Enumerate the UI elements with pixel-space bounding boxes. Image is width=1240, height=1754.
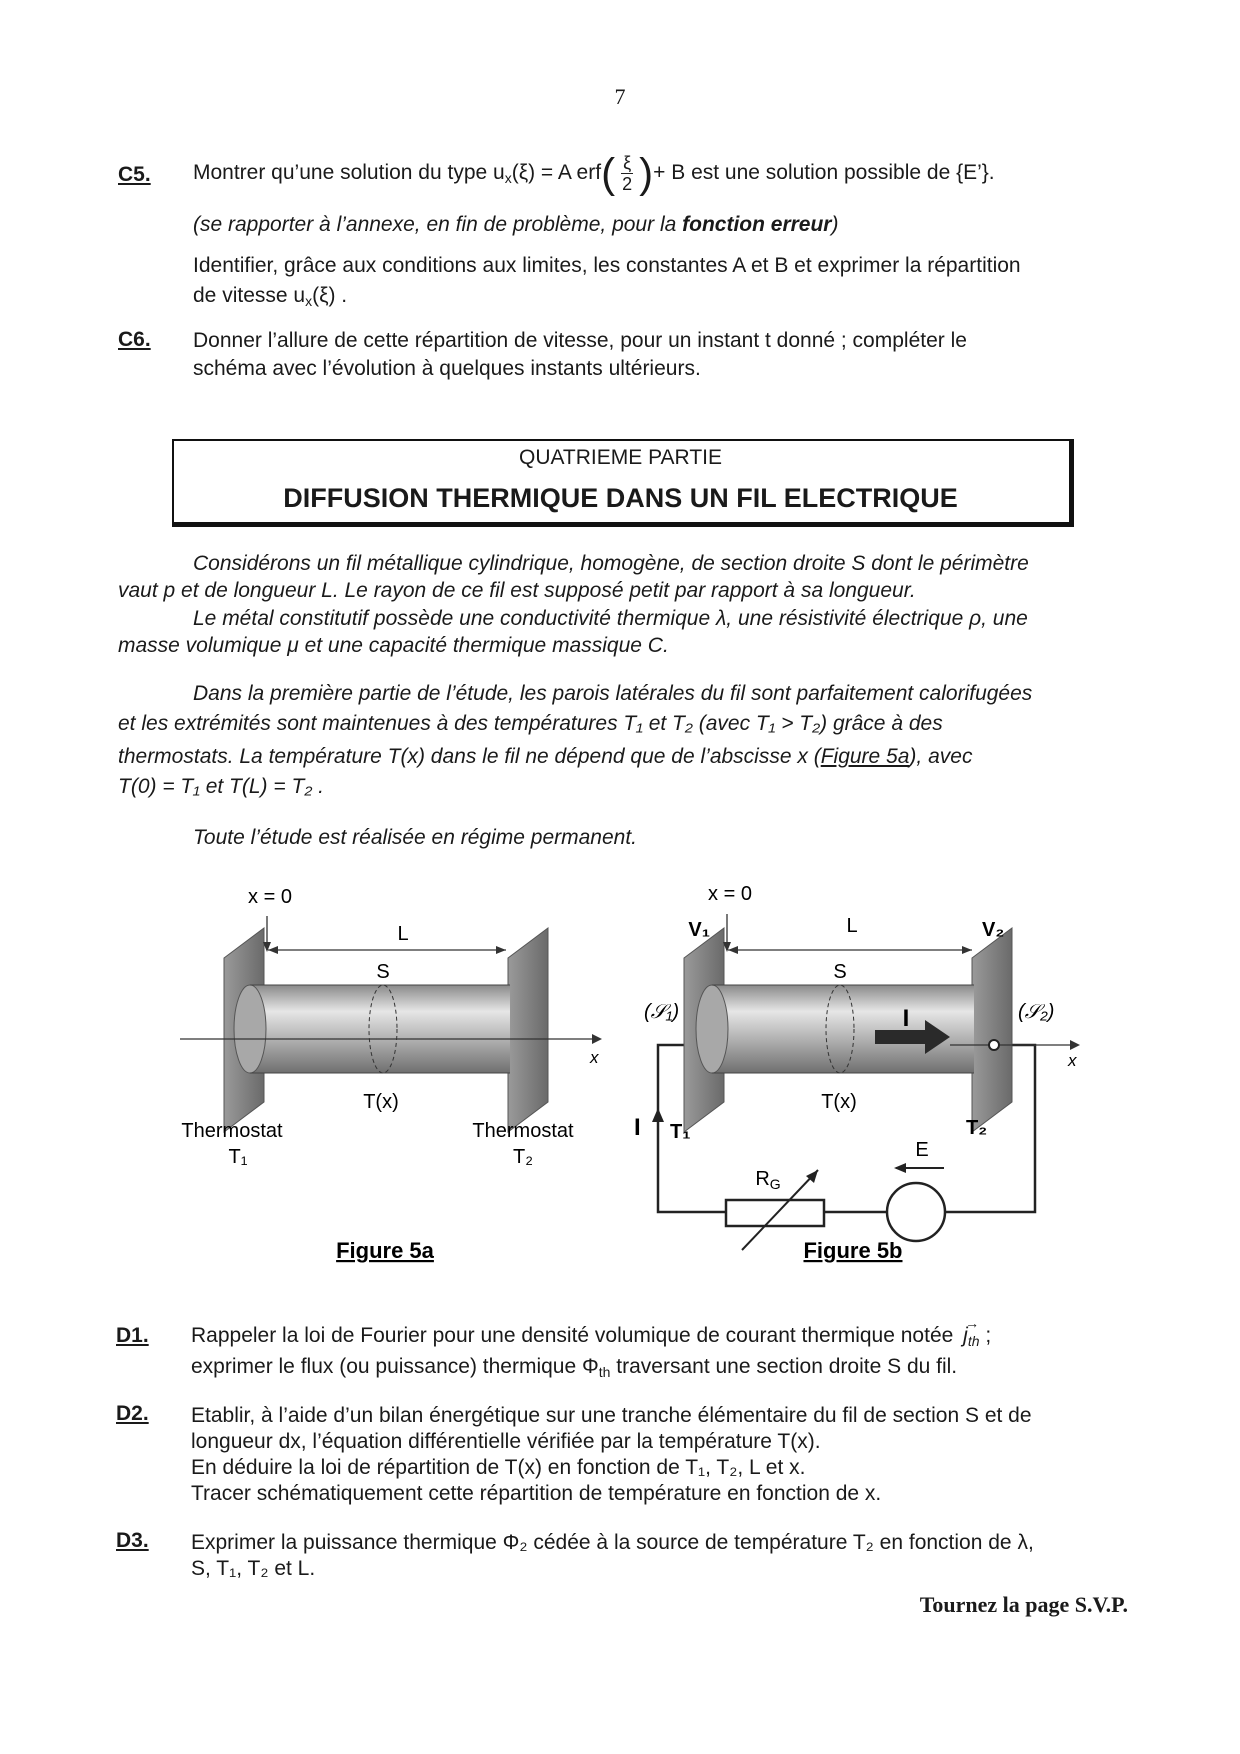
intro-p4: Toute l’étude est réalisée en régime permanent.	[193, 826, 637, 849]
intro-p2-l1: Le métal constitutif possède une conductivité thermique λ, une résistivité électrique ρ, une	[193, 607, 1028, 630]
intro-p2-l2: masse volumique μ et une capacité thermique massique C.	[118, 634, 669, 657]
c5-sub-x: x	[504, 170, 512, 186]
c5-line4	[193, 282, 347, 309]
d1-j-sub: th	[967, 1333, 980, 1349]
contact-point	[989, 1040, 999, 1050]
d1-line2-sub: th	[598, 1364, 611, 1380]
fig5b-V2-label: V₂	[982, 919, 1005, 941]
fig5b-Tx-label: T(x)	[821, 1091, 857, 1113]
fig5b-I-left-label: I	[634, 1114, 641, 1141]
intro-p3-l4: T(0) = T₁ et T(L) = T₂ .	[118, 775, 324, 798]
c5-note	[193, 211, 838, 238]
fig5b-S1-label: (𝒮₁)	[644, 1001, 680, 1023]
fig5a-thermostat1-label: Thermostat	[181, 1120, 283, 1142]
fig5b-T2-label: T₂	[966, 1117, 988, 1139]
thermostat-2-plate	[508, 928, 548, 1132]
fig5b-x0-label: x = 0	[708, 883, 752, 905]
wire-end-left	[696, 985, 728, 1073]
c6-line2: schéma avec l’évolution à quelques instants ultérieurs.	[193, 357, 701, 380]
c5-text-c: + B est une solution possible de {E’}.	[653, 161, 995, 184]
c5-statement: Montrer qu’une solution du type $u_x(\xi) = A$ erf( $\frac{\xi}{2}$ )+ B est une solution possible de {E’}.	[193, 149, 995, 197]
c6-line1: Donner l’allure de cette répartition de vitesse, pour un instant t donné ; compléter le	[193, 329, 967, 352]
emf-arrow-icon	[894, 1163, 906, 1173]
d1-line1-a: Rappeler la loi de Fourier pour une densité volumique de courant thermique notée	[191, 1324, 960, 1347]
d1-line1-b: ;	[979, 1324, 992, 1347]
fig5a-S-label: S	[376, 961, 390, 983]
c5-note-b: )	[831, 213, 839, 236]
question-label-d2: D2.	[116, 1402, 149, 1425]
section-title: DIFFUSION THERMIQUE DANS UN FIL ELECTRIQUE	[283, 483, 958, 513]
fig5b-caption: Figure 5b	[803, 1238, 903, 1263]
question-label-c6: C6.	[118, 328, 151, 351]
c5-frac-den: 2	[622, 173, 633, 194]
d2-line4: Tracer schématiquement cette répartition de température en fonction de x.	[191, 1482, 882, 1505]
d1-j-symbol: j	[963, 1324, 968, 1347]
c5-line4-sub: x	[305, 293, 313, 309]
fig5a-L-label: L	[397, 923, 409, 945]
question-label-d3: D3.	[116, 1529, 149, 1552]
wire-end-left	[234, 985, 266, 1073]
fig5a-thermostat2-label: Thermostat	[472, 1120, 574, 1142]
intro-p3-l3	[118, 743, 972, 770]
fig5b-S-label: S	[833, 961, 847, 983]
d2-line2: longueur dx, l’équation différentielle vérifiée par la température T(x).	[191, 1430, 821, 1453]
intro-p1-l1: Considérons un fil métallique cylindrique, homogène, de section droite S dont le périmètre	[193, 552, 1029, 575]
fig5b-T1-label: T₁	[670, 1121, 691, 1143]
fig5a-thermostat1-symbol: T₁	[228, 1146, 248, 1168]
d1-line2-b: traversant une section droite S du fil.	[610, 1355, 958, 1378]
variable-resistor-icon	[726, 1200, 824, 1226]
question-label-d1: D1.	[116, 1324, 149, 1347]
section-subtitle: QUATRIEME PARTIE	[518, 446, 723, 469]
intro-p3-l3-a: thermostats. La température T(x) dans le fil ne dépend que de l’abscisse x (	[118, 745, 821, 768]
fig5a-Tx-label: T(x)	[363, 1091, 399, 1113]
fig5b-RG-sub: G	[769, 1176, 781, 1192]
fig5b-V1-label: V₁	[688, 919, 710, 941]
footer-turn-page: Tournez la page S.V.P.	[919, 1592, 1128, 1617]
d2-line3: En déduire la loi de répartition de T(x) en fonction de T₁, T₂, L et x.	[191, 1456, 806, 1479]
intro-p3-l3-b: ), avec	[909, 745, 973, 768]
c5-fraction	[615, 153, 639, 194]
intro-p3-l2: et les extrémités sont maintenues à des températures T₁ et T₂ (avec T₁ > T₂) grâce à des	[118, 712, 943, 735]
current-arrow-left-icon	[652, 1108, 664, 1122]
fig5a-thermostat2-symbol: T₂	[513, 1146, 533, 1168]
c5-note-bold: fonction erreur	[682, 213, 832, 236]
fig5b-RG-label	[755, 1168, 780, 1192]
d1-j-vector: → $j_{th}$	[963, 1315, 980, 1349]
d3-line2: S, T₁, T₂ et L.	[191, 1557, 316, 1580]
current-arrow-shaft	[875, 1030, 927, 1044]
c5-frac-num: ξ	[623, 152, 632, 173]
fig5a-x0-label: x = 0	[248, 886, 292, 908]
d2-line1: Etablir, à l’aide d’un bilan énergétique sur une tranche élémentaire du fil de section S et de	[191, 1404, 1032, 1427]
voltage-source-icon	[887, 1183, 945, 1241]
c5-note-a: (se rapporter à l’annexe, en fin de problème, pour la	[193, 213, 683, 236]
figure-5a-reference-link[interactable]: Figure 5a	[820, 745, 910, 768]
d1-line1	[191, 1315, 992, 1349]
intro-p3-l1: Dans la première partie de l’étude, les parois latérales du fil sont parfaitement calorifugées	[193, 682, 1033, 705]
d3-line1: Exprimer la puissance thermique Φ₂ cédée à la source de température T₂ en fonction de λ,	[191, 1531, 1034, 1554]
fig5b-x-label: x	[1068, 1051, 1077, 1070]
c5-text-a: Montrer qu’une solution du type u	[193, 161, 505, 184]
d1-line2-a: exprimer le flux (ou puissance) thermique Φ	[191, 1355, 599, 1378]
page-number: 7	[614, 84, 626, 109]
question-label-c5: C5.	[118, 163, 151, 186]
fig5b-E-label: E	[915, 1139, 929, 1161]
plate-s2	[972, 928, 1012, 1132]
fig5b-S2-label: (𝒮₂)	[1018, 1001, 1055, 1023]
c5-line4-a: de vitesse u	[193, 284, 306, 307]
figure-5b	[620, 870, 1110, 1270]
c5-line3: Identifier, grâce aux conditions aux limites, les constantes A et B et exprimer la répartition	[193, 254, 1021, 277]
fig5b-RG-main: R	[755, 1168, 770, 1190]
wire-cylinder	[250, 985, 510, 1073]
fig5a-x-label: x	[590, 1048, 599, 1067]
c5-text-b: (ξ) = A erf	[511, 161, 602, 184]
figure-5a	[160, 870, 620, 1270]
d1-line2	[191, 1353, 957, 1380]
fig5b-L-label: L	[846, 915, 858, 937]
fig5a-caption: Figure 5a	[336, 1238, 434, 1263]
c5-line4-b: (ξ) .	[312, 284, 348, 307]
intro-p1-l2: vaut p et de longueur L. Le rayon de ce fil est supposé petit par rapport à sa longueur.	[118, 579, 916, 602]
fig5b-I-arrow-label: I	[902, 1005, 910, 1032]
